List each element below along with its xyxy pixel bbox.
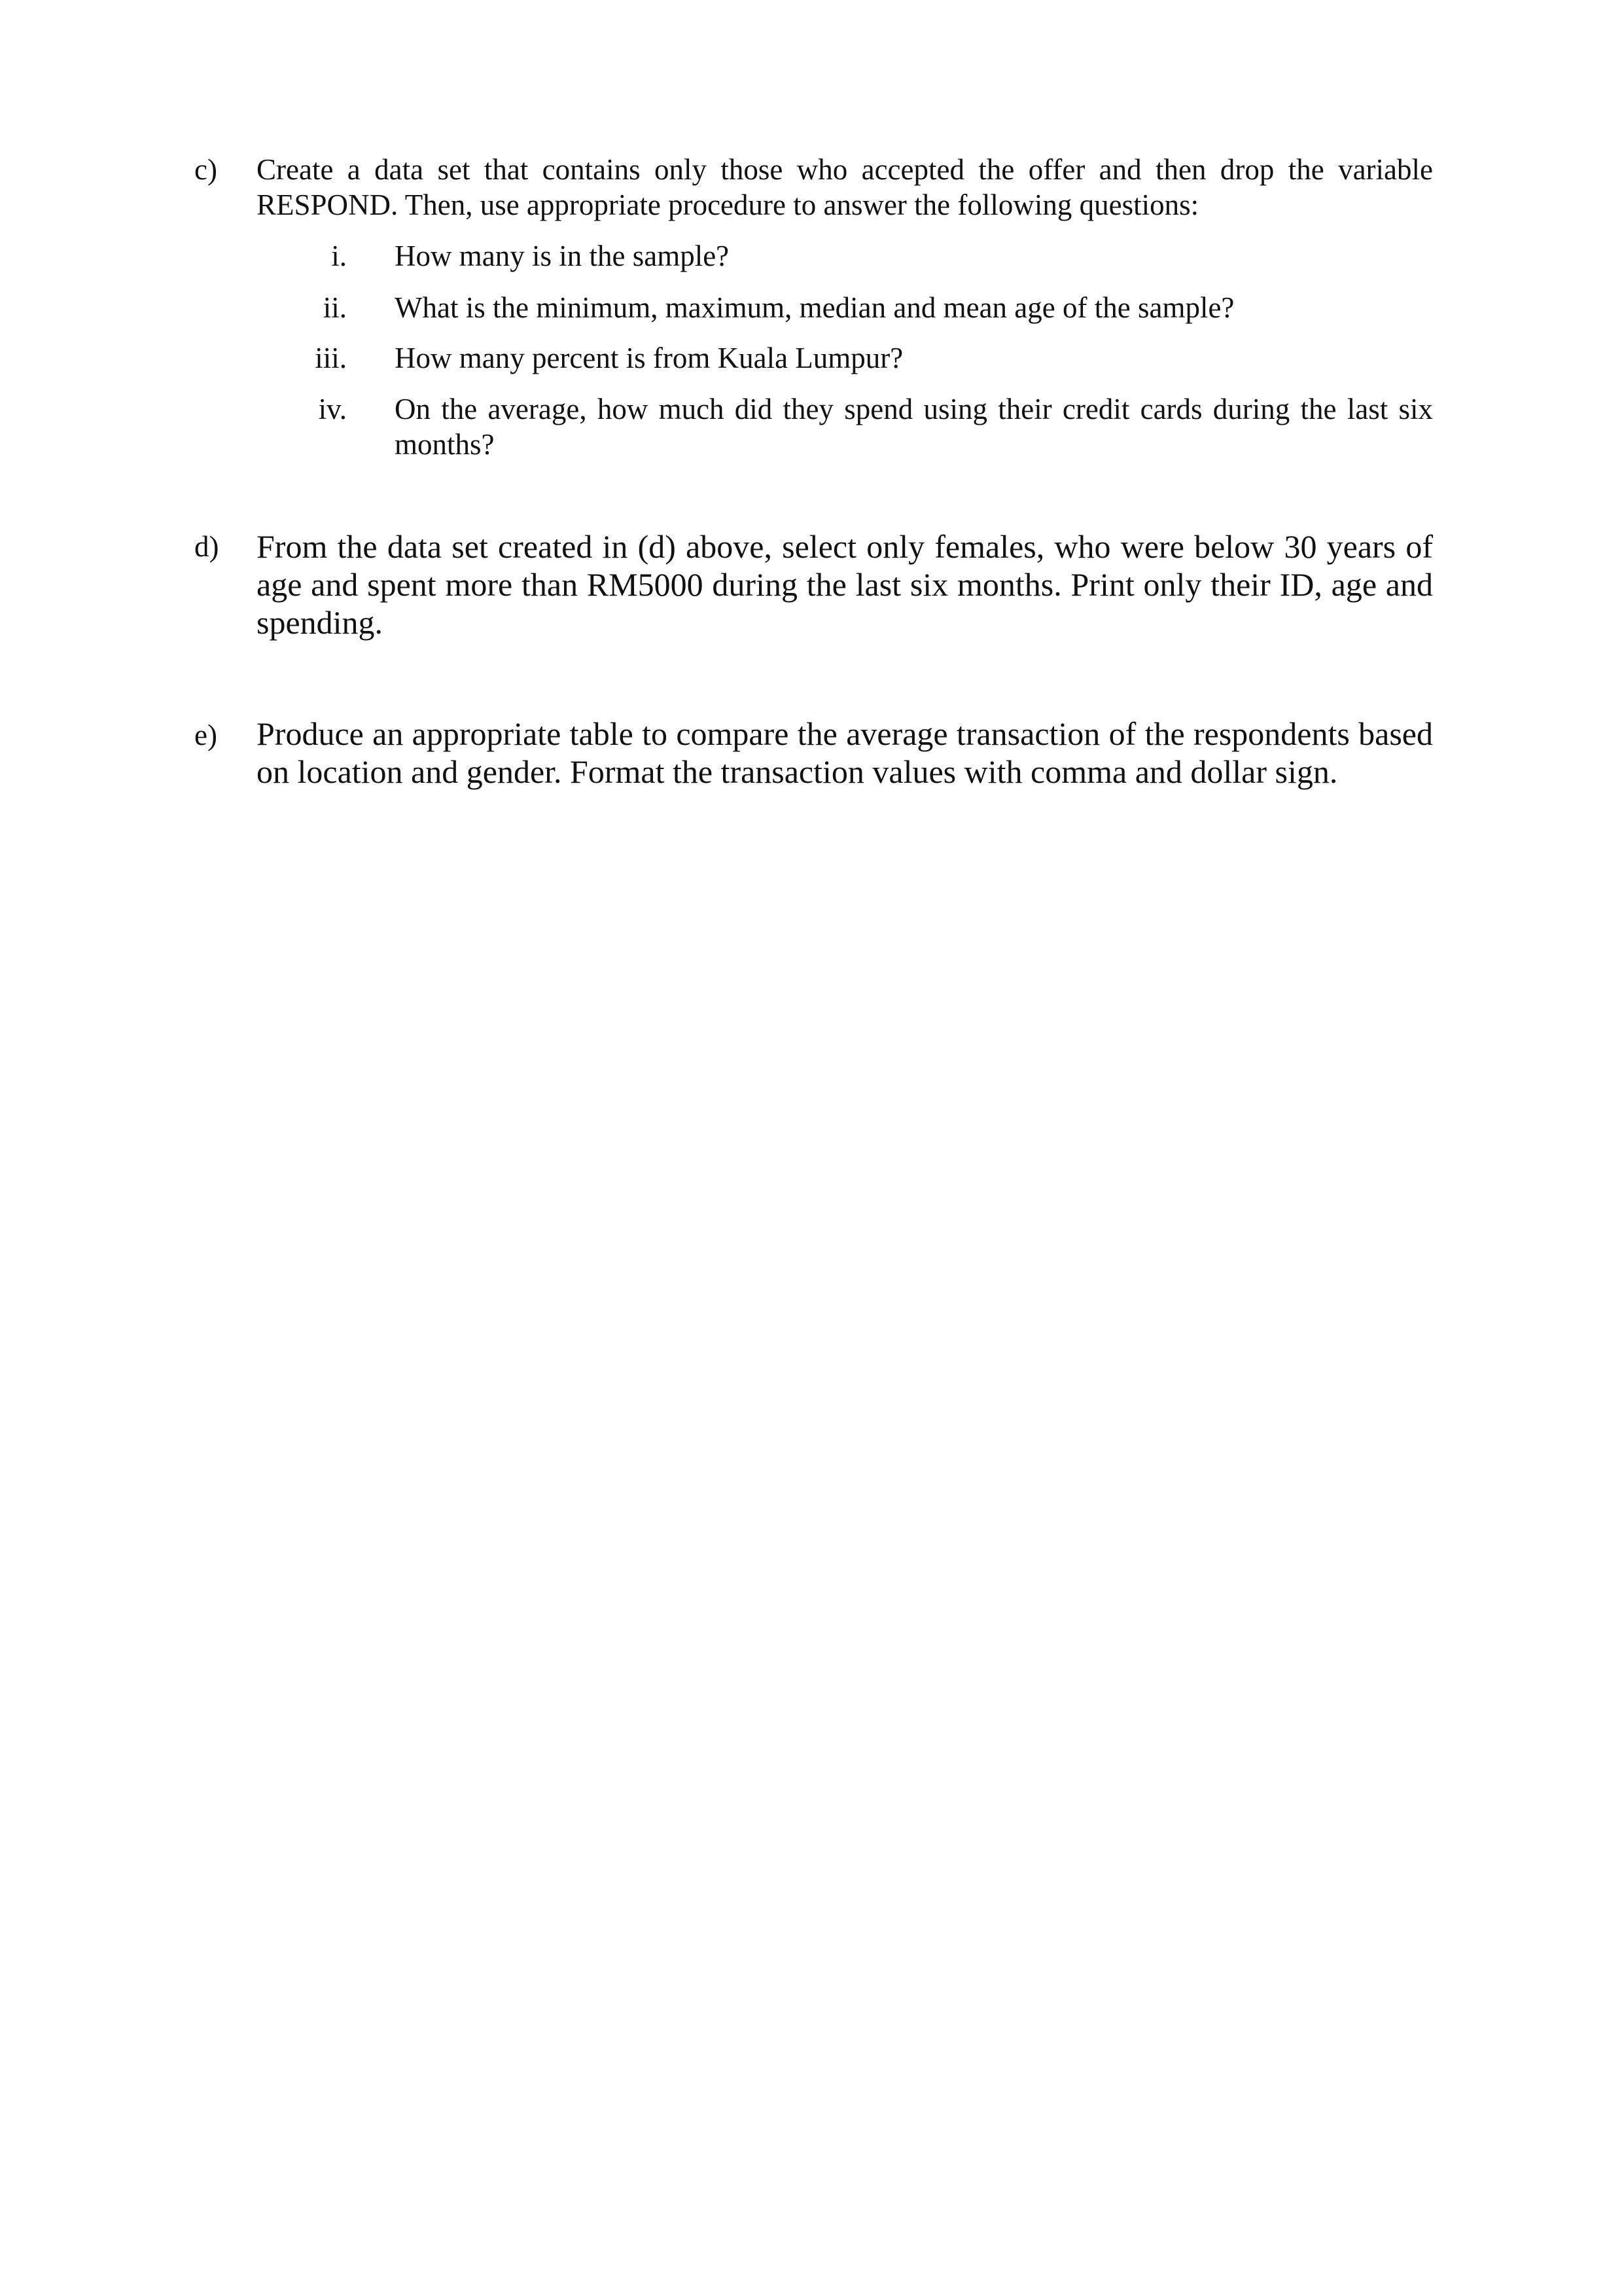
question-c-sub-iii-label: iii. xyxy=(315,342,347,374)
question-c-sub-iii-text: How many percent is from Kuala Lumpur? xyxy=(395,342,904,374)
question-c-text: Create a data set that contains only those who accepted the offer and then drop the variable RESPOND. Then, use appropriate procedure to answer the following questions: xyxy=(256,153,1433,221)
question-e-text: Produce an appropriate table to compare the average transaction of the respondents based on location and gender. Format the transaction values with comma and dollar sign. xyxy=(256,715,1433,790)
question-e-label: e) xyxy=(194,719,217,751)
question-c-sub-iv-label: iv. xyxy=(318,393,347,425)
question-c-sub-ii-text: What is the minimum, maximum, median and mean age of the sample? xyxy=(395,291,1235,324)
question-d-text: From the data set created in (d) above, select only females, who were below 30 years of age and spent more than RM5000 during the last six months. Print only their ID, age and spending. xyxy=(256,528,1433,641)
question-c-sub-iv-text: On the average, how much did they spend using their credit cards during the last six months? xyxy=(395,393,1433,461)
question-c-label: c) xyxy=(194,153,217,186)
question-c-sub-ii-label: ii. xyxy=(323,291,347,324)
question-d-label: d) xyxy=(194,530,219,563)
question-c-sub-i-text: How many is in the sample? xyxy=(395,240,730,272)
question-c-sub-i-label: i. xyxy=(331,240,347,272)
